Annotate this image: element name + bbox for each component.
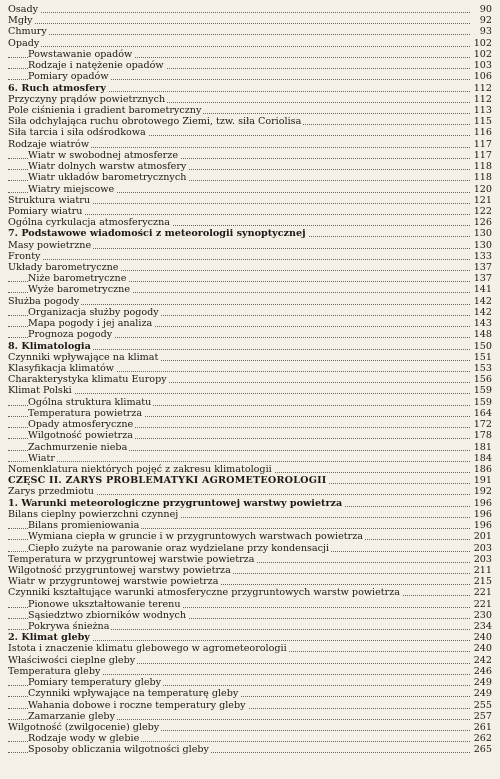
toc-entry-page: 196 xyxy=(471,509,492,520)
toc-entry-page: 265 xyxy=(471,744,492,755)
toc-entry xyxy=(8,4,492,15)
toc-entry-page: 221 xyxy=(471,599,492,610)
toc-entry-page: 142 xyxy=(471,296,492,307)
toc-entry-title: Czynniki wpływające na klimat xyxy=(8,351,159,363)
toc-entry-title: Zamarzanie gleby xyxy=(28,710,115,722)
toc-entry-page: 115 xyxy=(471,116,492,127)
toc-entry-page: 126 xyxy=(471,217,492,228)
toc-entry xyxy=(8,60,492,71)
toc-entry xyxy=(8,251,492,262)
toc-entry-page: 159 xyxy=(471,397,492,408)
toc-entry-title: Czynniki kształtujące warunki atmosferyczne przygruntowych warstw powietrza xyxy=(8,587,401,599)
toc-entry-title: Czynniki wpływające na temperaturę gleby xyxy=(28,688,239,700)
toc-entry xyxy=(8,240,492,251)
toc-entry xyxy=(8,195,492,206)
toc-entry xyxy=(8,15,492,26)
toc-entry-title: 6. Ruch atmosfery xyxy=(8,82,106,94)
toc-entry-page: 121 xyxy=(471,195,492,206)
toc-entry-page: 117 xyxy=(471,150,492,161)
toc-entry xyxy=(8,217,492,228)
toc-entry xyxy=(8,677,492,688)
toc-entry xyxy=(8,284,492,295)
toc-entry xyxy=(8,83,492,94)
toc-entry-page: 240 xyxy=(471,632,492,643)
toc-entry xyxy=(8,184,492,195)
toc-entry xyxy=(8,464,492,475)
toc-entry xyxy=(8,352,492,363)
toc-entry-page: 92 xyxy=(471,15,492,26)
toc-entry-title: Sąsiedztwo zbiorników wodnych xyxy=(28,609,187,621)
toc-entry xyxy=(8,632,492,643)
toc-entry-page: 102 xyxy=(471,49,492,60)
toc-entry-page: 181 xyxy=(471,442,492,453)
toc-entry-title: Pionowe ukształtowanie terenu xyxy=(28,598,181,610)
toc-entry-page: 246 xyxy=(471,666,492,677)
toc-entry xyxy=(8,643,492,654)
toc-entry-page: 262 xyxy=(471,733,492,744)
toc-entry xyxy=(8,38,492,49)
toc-entry-page: 242 xyxy=(471,655,492,666)
dot-leader xyxy=(8,460,492,462)
toc-entry-title: Ogólna struktura klimatu xyxy=(28,396,152,408)
toc-entry xyxy=(8,228,492,239)
toc-entry-page: 178 xyxy=(471,430,492,441)
dot-leader xyxy=(8,11,492,13)
toc-entry xyxy=(8,318,492,329)
toc-entry-title: Rodzaje wiatrów xyxy=(8,138,90,150)
toc-entry xyxy=(8,610,492,621)
toc-entry-page: 90 xyxy=(471,4,492,15)
toc-entry xyxy=(8,733,492,744)
toc-entry xyxy=(8,688,492,699)
toc-entry xyxy=(8,722,492,733)
toc-entry-title: Wiatry miejscowe xyxy=(28,183,115,195)
toc-entry-title: Wilgotność przygruntowej warstwy powietrza xyxy=(8,564,231,576)
toc-entry-page: 137 xyxy=(471,273,492,284)
toc-entry-title: Właściwości cieplne gleby xyxy=(8,654,136,666)
toc-entry xyxy=(8,26,492,37)
toc-entry-page: 122 xyxy=(471,206,492,217)
toc-entry-page: 192 xyxy=(471,486,492,497)
toc-entry xyxy=(8,374,492,385)
toc-entry xyxy=(8,453,492,464)
toc-entry xyxy=(8,307,492,318)
dot-leader xyxy=(8,258,492,260)
table-of-contents xyxy=(8,4,492,756)
toc-entry-page: 164 xyxy=(471,408,492,419)
toc-entry-title: Ciepło zużyte na parowanie oraz wydzielane przy kondensacji xyxy=(28,542,330,554)
toc-entry-page: 133 xyxy=(471,251,492,262)
toc-entry-title: Wymiana ciepła w gruncie i w przygruntowych warstwach powietrza xyxy=(28,531,364,543)
toc-entry xyxy=(8,385,492,396)
toc-entry-page: 106 xyxy=(471,71,492,82)
toc-entry-title: Pomiary wiatru xyxy=(8,205,83,217)
toc-entry-title: Wilgotność (zwilgocenie) gleby xyxy=(8,722,160,733)
toc-entry-title: Pomiary opadów xyxy=(28,71,109,83)
toc-entry-title: 7. Podstawowe wiadomości z meteorologii synoptycznej xyxy=(8,228,306,240)
toc-entry xyxy=(8,262,492,273)
toc-entry-title: Osady xyxy=(8,4,39,15)
toc-entry xyxy=(8,419,492,430)
toc-entry-page: 118 xyxy=(471,161,492,172)
toc-entry xyxy=(8,273,492,284)
toc-entry-title: Pomiary temperatury gleby xyxy=(28,677,162,689)
toc-entry-page: 116 xyxy=(471,127,492,138)
toc-entry-page: 234 xyxy=(471,621,492,632)
toc-entry xyxy=(8,329,492,340)
toc-entry-title: Struktura wiatru xyxy=(8,194,91,206)
toc-entry xyxy=(8,94,492,105)
toc-entry-title: Temperatura powietrza xyxy=(28,407,143,419)
toc-entry-title: Pokrywa śnieżna xyxy=(28,621,110,633)
toc-entry-page: 148 xyxy=(471,329,492,340)
toc-entry-page: 240 xyxy=(471,643,492,654)
toc-entry-page: 261 xyxy=(471,722,492,733)
toc-entry xyxy=(8,587,492,598)
toc-entry xyxy=(8,475,492,486)
toc-entry-page: 137 xyxy=(471,262,492,273)
toc-entry-page: 130 xyxy=(471,228,492,239)
dot-leader xyxy=(8,22,492,24)
toc-entry xyxy=(8,105,492,116)
toc-entry-page: 201 xyxy=(471,531,492,542)
toc-entry-title: Opady atmosferyczne xyxy=(28,419,134,431)
toc-entry-title: 1. Warunki meteorologiczne przygruntowej warstwy powietrza xyxy=(8,497,343,509)
toc-entry xyxy=(8,71,492,82)
toc-entry-title: 8. Klimatologia xyxy=(8,340,91,352)
toc-entry xyxy=(8,296,492,307)
toc-entry xyxy=(8,408,492,419)
toc-entry-page: 172 xyxy=(471,419,492,430)
toc-entry xyxy=(8,363,492,374)
toc-entry-title: Mapa pogody i jej analiza xyxy=(28,318,153,330)
toc-entry-title: Temperatura gleby xyxy=(8,665,101,677)
toc-entry-title: Fronty xyxy=(8,250,41,262)
toc-entry-page: 112 xyxy=(471,94,492,105)
toc-entry-title: Charakterystyka klimatu Europy xyxy=(8,374,167,386)
toc-entry-page: 203 xyxy=(471,543,492,554)
toc-entry xyxy=(8,127,492,138)
toc-entry-title: Klimat Polski xyxy=(8,385,72,397)
toc-entry-page: 150 xyxy=(471,341,492,352)
toc-entry xyxy=(8,666,492,677)
toc-entry xyxy=(8,498,492,509)
toc-entry xyxy=(8,206,492,217)
toc-entry-page: 184 xyxy=(471,453,492,464)
toc-entry-page: 255 xyxy=(471,700,492,711)
toc-entry-page: 191 xyxy=(471,475,492,486)
toc-entry-page: 120 xyxy=(471,184,492,195)
toc-entry-title: Wiatr w przygruntowej warstwie powietrza xyxy=(8,576,219,588)
toc-entry-title: Bilans promieniowania xyxy=(28,520,140,532)
toc-entry xyxy=(8,531,492,542)
toc-entry xyxy=(8,576,492,587)
toc-entry-page: 112 xyxy=(471,83,492,94)
toc-entry-title: Wiatr xyxy=(28,452,55,464)
toc-entry xyxy=(8,430,492,441)
toc-entry-title: Powstawanie opadów xyxy=(28,48,133,60)
toc-entry-title: Siła odchylająca ruchu obrotowego Ziemi, tzw. siła Coriolisa xyxy=(8,116,302,128)
toc-entry xyxy=(8,341,492,352)
toc-entry xyxy=(8,621,492,632)
toc-entry-title: Niże barometryczne xyxy=(28,273,127,285)
toc-entry-page: 196 xyxy=(471,520,492,531)
toc-entry-page: 215 xyxy=(471,576,492,587)
toc-entry xyxy=(8,442,492,453)
dot-leader xyxy=(8,392,492,394)
toc-entry-title: Wyże barometryczne xyxy=(28,284,130,296)
toc-entry-page: 93 xyxy=(471,26,492,37)
toc-entry xyxy=(8,744,492,755)
toc-entry-title: Organizacja służby pogody xyxy=(28,306,159,318)
toc-entry-page: 143 xyxy=(471,318,492,329)
toc-entry xyxy=(8,599,492,610)
toc-entry-title: Wahania dobowe i roczne temperatury gleby xyxy=(28,699,246,711)
toc-entry-page: 113 xyxy=(471,105,492,116)
toc-entry-title: Wilgotność powietrza xyxy=(28,430,133,442)
toc-entry-title: Opady xyxy=(8,37,40,49)
toc-entry-page: 196 xyxy=(471,498,492,509)
toc-entry xyxy=(8,486,492,497)
toc-entry xyxy=(8,520,492,531)
toc-entry-title: Mgły xyxy=(8,15,33,27)
toc-entry-page: 117 xyxy=(471,139,492,150)
toc-entry-page: 118 xyxy=(471,172,492,183)
toc-entry-title: Nomenklatura niektórych pojęć z zakresu klimatologii xyxy=(8,463,272,475)
toc-entry-title: Istota i znaczenie klimatu glebowego w agrometeorologii xyxy=(8,643,287,655)
toc-entry-page: 103 xyxy=(471,60,492,71)
toc-entry-page: 151 xyxy=(471,352,492,363)
toc-entry-page: 211 xyxy=(471,565,492,576)
toc-entry-title: Rodzaje wody w glebie xyxy=(28,733,140,745)
toc-entry-title: Wiatr dolnych warstw atmosfery xyxy=(28,161,187,173)
toc-entry xyxy=(8,139,492,150)
toc-entry-page: 203 xyxy=(471,554,492,565)
toc-entry-title: Klasyfikacja klimatów xyxy=(8,363,114,374)
toc-entry xyxy=(8,397,492,408)
toc-entry xyxy=(8,150,492,161)
toc-entry-page: 257 xyxy=(471,711,492,722)
toc-entry-title: Wiatr układów barometrycznych xyxy=(28,172,187,184)
toc-entry-page: 142 xyxy=(471,307,492,318)
toc-entry-title: Służba pogody xyxy=(8,295,80,307)
toc-entry xyxy=(8,172,492,183)
toc-entry-page: 102 xyxy=(471,38,492,49)
toc-entry-page: 141 xyxy=(471,284,492,295)
toc-entry-page: 249 xyxy=(471,688,492,699)
toc-entry-title: Układy barometryczne xyxy=(8,262,119,274)
toc-entry-title: Siła tarcia i siła odśrodkowa xyxy=(8,127,146,139)
toc-entry-page: 159 xyxy=(471,385,492,396)
toc-entry-title: Masy powietrzne xyxy=(8,239,92,251)
toc-entry-title: Bilans cieplny powierzchni czynnej xyxy=(8,508,179,520)
toc-entry-title: 2. Klimat gleby xyxy=(8,632,90,644)
dot-leader xyxy=(8,45,492,47)
toc-entry-page: 130 xyxy=(471,240,492,251)
toc-entry-title: Sposoby obliczania wilgotności gleby xyxy=(28,744,209,756)
toc-entry-page: 221 xyxy=(471,587,492,598)
toc-entry-page: 156 xyxy=(471,374,492,385)
toc-entry-title: Temperatura w przygruntowej warstwie powietrza xyxy=(8,553,255,565)
toc-entry xyxy=(8,543,492,554)
toc-entry xyxy=(8,116,492,127)
toc-entry xyxy=(8,565,492,576)
toc-entry-title: Zachmurzenie nieba xyxy=(28,441,128,453)
toc-entry xyxy=(8,711,492,722)
toc-entry xyxy=(8,554,492,565)
toc-entry-title: Prognoza pogody xyxy=(28,329,113,341)
toc-entry-title: Przyczyny prądów powietrznych xyxy=(8,93,166,105)
toc-entry-title: Wiatr w swobodnej atmosferze xyxy=(28,149,179,161)
toc-entry xyxy=(8,161,492,172)
toc-entry xyxy=(8,700,492,711)
toc-entry xyxy=(8,49,492,60)
toc-entry xyxy=(8,655,492,666)
toc-entry-page: 153 xyxy=(471,363,492,374)
toc-entry-page: 249 xyxy=(471,677,492,688)
toc-entry-title: Pole ciśnienia i gradient barometryczny xyxy=(8,104,202,116)
toc-entry-title: Ogólna cyrkulacja atmosferyczna xyxy=(8,217,171,229)
toc-entry xyxy=(8,509,492,520)
toc-entry-title: CZĘŚĆ II. ZARYS PROBLEMATYKI AGROMETEOROLOGII xyxy=(8,475,327,487)
toc-entry-page: 230 xyxy=(471,610,492,621)
toc-entry-page: 186 xyxy=(471,464,492,475)
toc-entry-title: Zarys przedmiotu xyxy=(8,486,94,498)
dot-leader xyxy=(8,33,492,35)
toc-entry-title: Rodzaje i natężenie opadów xyxy=(28,60,164,72)
toc-entry-title: Chmury xyxy=(8,26,47,38)
